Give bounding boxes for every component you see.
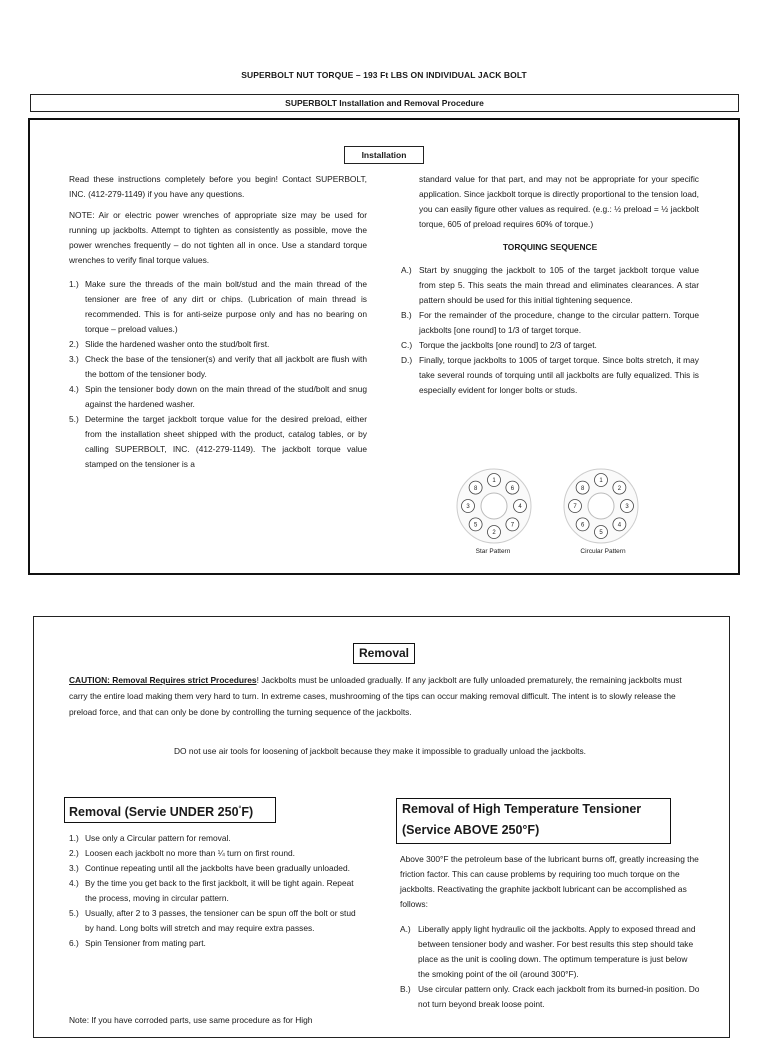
removal-under-heading: Removal (Servie UNDER 250°F) — [64, 797, 276, 823]
list-item: D.) Finally, torque jackbolts to 1005 of target torque. Since bolts stretch, it may take several rounds of torquing until all jackbolts are fully equalized. This is especially evident for longer bolts or studs. — [401, 355, 699, 395]
circular-pattern-jackbolt-number: 7 — [573, 504, 577, 511]
circular-pattern-center — [588, 493, 614, 519]
circular-pattern-diagram — [564, 469, 638, 543]
installation-intro: Read these instructions completely before you begin! Contact SUPERBOLT, INC. (412-279-1149) if you have any questions. — [69, 174, 367, 199]
star-pattern-jackbolt-number: 3 — [466, 504, 470, 511]
removal-under-note: Note: If you have corroded parts, use same procedure as for High — [69, 1015, 313, 1025]
star-pattern-diagram — [457, 469, 531, 543]
installation-note: NOTE: Air or electric power wrenches of appropriate size may be used for running up jackbolts. Attempt to tighten as consistently as possible, move the power wrenches frequently – do not tighten all in once. Use a standard torque wrenches to verify final torque values. — [69, 210, 367, 265]
circular-pattern-jackbolt-number: 6 — [580, 522, 585, 529]
list-item: 5.) Determine the target jackbolt torque value for the desired preload, either from the installation sheet shipped with the product, catalog tables, or by calling SUPERBOLT, INC. (412-279-1149). The jackbolt torque value stamped on the tensioner is a — [69, 414, 367, 469]
caution-text: ! Jackbolts must be unloaded gradually. If any jackbolt are fully unloaded prematurely, the remaining jackbolts must carry the entire load making them very hard to turn. In extreme cases, mushrooming of the tips can occur making removal difficult. The intent is to slowly release the preload force, and that can only be done by controlling the turning sequence of the jackbolts. — [69, 675, 682, 717]
list-item: A.) Liberally apply light hydraulic oil the jackbolts. Apply to exposed thread and between tensioner body and washer. For best results this step should take place as the unit is cooling down. The optimum temperature is just below the smoking point of the oil (around 300°F). — [400, 924, 696, 979]
circular-pattern-jackbolt-number: 1 — [599, 478, 603, 485]
installation-right-column — [401, 172, 699, 398]
list-item: 2.) Loosen each jackbolt no more than ¼ turn on first round. — [69, 848, 295, 858]
list-item: 2.) Slide the hardened washer onto the stud/bolt first. — [69, 339, 270, 349]
installation-label: Installation — [344, 146, 424, 164]
pattern-diagrams — [447, 462, 657, 562]
star-pattern-jackbolt-number: 1 — [492, 478, 496, 485]
removal-high-temp-heading: Removal of High Temperature Tensioner (Service ABOVE 250°F) — [396, 798, 671, 844]
star-pattern-jackbolt-number: 8 — [473, 485, 478, 492]
document-title: SUPERBOLT NUT TORQUE – 193 Ft LBS ON INDIVIDUAL JACK BOLT — [241, 70, 527, 80]
installation-steps — [69, 277, 367, 472]
caution-label: CAUTION: Removal Requires strict Procedures — [69, 675, 257, 685]
circular-pattern-jackbolt-number: 5 — [599, 530, 603, 537]
star-pattern-center — [481, 493, 507, 519]
torquing-steps — [401, 263, 699, 398]
star-pattern-jackbolt-number: 7 — [510, 522, 515, 529]
list-item: B.) For the remainder of the procedure, change to the circular pattern. Torque jackbolts [one round] to 1/3 of target torque. — [401, 310, 699, 335]
star-pattern-jackbolt-number: 2 — [492, 530, 496, 537]
circular-pattern-jackbolt-number: 4 — [617, 522, 622, 529]
circular-pattern-caption: Circular Pattern — [580, 548, 626, 555]
star-pattern-jackbolt-number: 5 — [473, 522, 478, 529]
removal-caution — [69, 672, 691, 720]
removal-under-steps — [69, 831, 361, 951]
circular-pattern-jackbolt-number: 8 — [580, 485, 585, 492]
list-item: 1.) Make sure the threads of the main bolt/stud and the main thread of the tensioner are free of any dirt or chips. (Lubrication of main thread is recommended. This is for anti-seize purpose only and has no bearing on torque – preload values.) — [69, 279, 367, 334]
star-pattern-jackbolt-number: 4 — [518, 504, 522, 511]
list-item: 4.) Spin the tensioner body down on the main thread of the stud/bolt and snug against the hardened washer. — [69, 384, 367, 409]
list-item: 5.) Usually, after 2 to 3 passes, the tensioner can be spun off the bolt or stud by hand. Long bolts will stretch and may require extra passes. — [69, 908, 356, 933]
torquing-sequence-heading: TORQUING SEQUENCE — [502, 242, 598, 252]
list-item: 3.) Continue repeating until all the jackbolts have been gradually unloaded. — [69, 863, 350, 873]
removal-high-temp-intro: Above 300°F the petroleum base of the lubricant burns off, greatly increasing the friction factor. This can cause problems by requiring too much torque on the jackbolts. Reactivating the graphite jackbolt lubricant can be accomplished as follows: — [400, 854, 699, 909]
list-item: C.) Torque the jackbolts [one round] to 2/3 of target. — [401, 340, 597, 350]
star-pattern-jackbolt-number: 6 — [510, 485, 515, 492]
circular-pattern-jackbolt-number: 3 — [625, 504, 629, 511]
removal-high-temp-steps — [400, 922, 700, 1012]
document-subtitle: SUPERBOLT Installation and Removal Procedure — [30, 94, 739, 112]
list-item: 3.) Check the base of the tensioner(s) and verify that all jackbolt are flush with the bottom of the tensioner body. — [69, 354, 367, 379]
star-pattern-caption: Star Pattern — [475, 548, 511, 555]
list-item: 1.) Use only a Circular pattern for removal. — [69, 833, 231, 843]
circular-pattern-jackbolt-number: 2 — [617, 485, 622, 492]
list-item: 4.) By the time you get back to the first jackbolt, it will be tight again. Repeat the process, moving in circular pattern. — [69, 878, 354, 903]
installation-continuation: standard value for that part, and may not be appropriate for your specific application. Since jackbolt torque is directly proportional to the tension load, you can easily figure other values as required. (e.g.: ½ preload = ½ jackbolt torque, 605 of preload requires 60% of torque.) — [419, 174, 699, 229]
list-item: B.) Use circular pattern only. Crack each jackbolt from its burned-in position. Do not turn beyond break loose point. — [400, 984, 700, 1009]
no-air-tools-warning: DO not use air tools for loosening of jackbolt because they make it impossible to gradually unload the jackbolts. — [174, 746, 586, 756]
list-item: A.) Start by snugging the jackbolt to 105 of the target jackbolt torque value from step 5. This seats the main thread and eliminates clearances. A star pattern should be used for this initial tightening sequence. — [401, 265, 699, 305]
installation-left-column — [69, 172, 367, 472]
removal-label: Removal — [353, 643, 415, 664]
list-item: 6.) Spin Tensioner from mating part. — [69, 938, 206, 948]
